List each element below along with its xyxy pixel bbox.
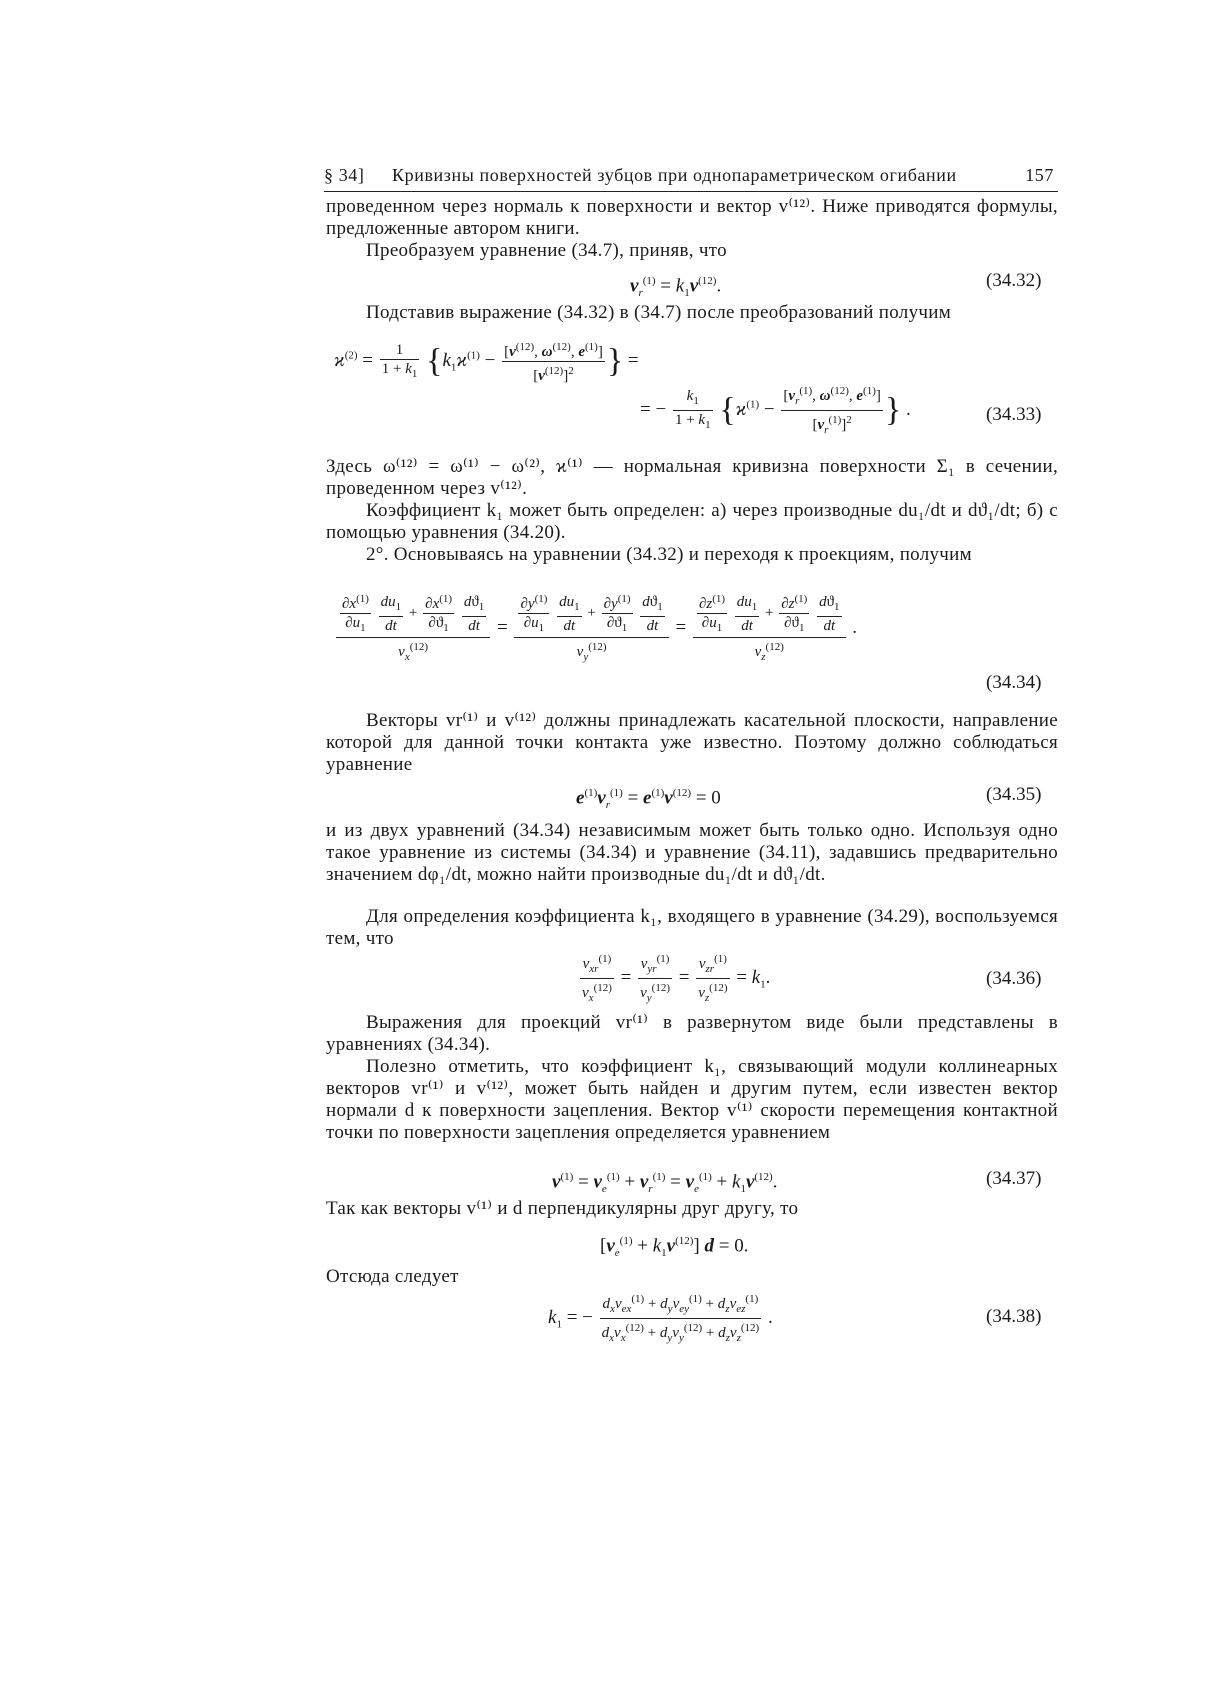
equation-34-35: $e^{(1)}v_r^{(1)} = e^{(1)}v^{(12)} = 0$: [576, 787, 721, 812]
equation-34-32: $v_r^{(1)} = k_1v^{(12)}$.: [630, 275, 722, 300]
equation-34-34: $\frac{\partial x^{(1)}}{\partial u_1}$ $\frac{du_1}{dt}$ + $\frac{\partial x^{(1)}}{\partial ϑ_1}$ $\frac{dϑ_1}{dt}$ $v_x^{(12)}$ = $\frac{\partial y^{(1)}}{\partial u_1}$ $\frac{du_1}{dt}$ + $\frac{\partial y^{(1)}}{\partial ϑ_1}$ $\frac{dϑ_1}{dt}$ $v_y^{(12)}$ = $\frac{\partial z^{(1)}}{\partial u_1}$ $\frac{du_1}{dt}$ + $\frac{\partial z^{(1)}}{\partial ϑ_1}$ $\frac{dϑ_1}{dt}$ $v_z^{(12)}$ .: [334, 590, 857, 667]
paragraph: Преобразуем уравнение (34.7), приняв, что: [366, 240, 727, 261]
section-number: § 34]: [324, 165, 365, 185]
paragraph: Здесь ω⁽¹²⁾ = ω⁽¹⁾ − ω⁽²⁾, ϰ⁽¹⁾ — нормальная кривизна поверхности Σ₁ в сечении, проведенном через v⁽¹²⁾.: [326, 456, 1058, 499]
equation-number: (34.38): [986, 1306, 1042, 1327]
running-title: Кривизны поверхностей зубцов при однопараметрическом огибании: [392, 165, 957, 185]
equation-unnumbered: $[v_e^{(1)} + k_1v^{(12)}] d = 0$.: [600, 1235, 749, 1260]
equation-number: (34.33): [986, 404, 1042, 425]
equation-number: (34.36): [986, 968, 1042, 989]
equation-34-36: $\frac{v_{xr}^{(1)}}{v_x^{(12)}}$ = $\frac{v_{yr}^{(1)}}{v_y^{(12)}}$ = $\frac{v_{zr}^{(1)}}{v_z^{(12)}}$ = $k_1$.: [578, 950, 770, 1007]
paragraph: Для определения коэффициента k₁, входящего в уравнение (34.29), воспользуемся тем, что: [326, 906, 1058, 949]
equation-34-37: $v^{(1)} = v_e^{(1)} + v_r^{(1)} = v_e^{(1)} + k_1v^{(12)}$.: [552, 1171, 778, 1196]
paragraph: Так как векторы v⁽¹⁾ и d перпендикулярны друг другу, то: [326, 1198, 799, 1219]
paragraph: Выражения для проекций vr⁽¹⁾ в развернутом виде были представлены в уравнениях (34.34).: [326, 1012, 1058, 1055]
equation-number: (34.32): [986, 270, 1042, 291]
equation-number: (34.35): [986, 784, 1042, 805]
paragraph: и из двух уравнений (34.34) независимым может быть только одно. Используя одно такое уравнение из системы (34.34) и уравнение (34.11), задавшись предварительно значением dφ₁/dt, можно найти производные du₁/dt и dϑ₁/dt.: [326, 820, 1058, 885]
paragraph: Отсюда следует: [326, 1266, 459, 1287]
page-number: 157: [1025, 165, 1054, 185]
paragraph: Векторы vr⁽¹⁾ и v⁽¹²⁾ должны принадлежать касательной плоскости, направление которой для данной точки контакта уже известно. Поэтому должно соблюдаться уравнение: [326, 710, 1058, 775]
equation-34-33-line2: = − $\frac{k_1}{1 + k_1}$ {$ϰ^{(1)}$ − $\frac{[v_r^{(1)}, \omega^{(12)}, e^{(1)}]}{[v_r^{(1)}]^2}$ } .: [640, 382, 911, 439]
equation-34-38: $k_1$ = − $\frac{d_xv_{ex}^{(1)} + d_yv_{ey}^{(1)} + d_zv_{ez}^{(1)}}{d_xv_x^{(12)} + d_yv_y^{(12)} + d_zv_z^{(12)}}$ .: [548, 1290, 773, 1347]
equation-number: (34.34): [986, 672, 1042, 693]
running-header: [324, 163, 1058, 192]
equation-34-33-line1: $ϰ^{(2)}$ = $\frac{1}{1 + k_1}$ {$k_1ϰ^{(1)}$ − $\frac{[v^{(12)}, \omega^{(12)}, e^{(1)}]}{[v^{(12)}]^2}$ } =: [334, 338, 639, 385]
paragraph: Коэффициент k₁ может быть определен: а) через производные du₁/dt и dϑ₁/dt; б) с помощью уравнения (34.20).: [326, 500, 1058, 543]
paragraph: Полезно отметить, что коэффициент k₁, связывающий модули коллинеарных векторов vr⁽¹⁾ и v⁽¹²⁾, может быть найден и другим путем, если известен вектор нормали d к поверхности зацепления. Вектор v⁽¹⁾ скорости перемещения контактной точки по поверхности зацепления определяется уравнением: [326, 1056, 1058, 1143]
paragraph: проведенном через нормаль к поверхности и вектор v⁽¹²⁾. Ниже приводятся формулы, предложенные автором книги.: [326, 196, 1058, 239]
paragraph: Подставив выражение (34.32) в (34.7) после преобразований получим: [366, 302, 952, 323]
paragraph: 2°. Основываясь на уравнении (34.32) и переходя к проекциям, получим: [366, 544, 972, 565]
equation-number: (34.37): [986, 1168, 1042, 1189]
